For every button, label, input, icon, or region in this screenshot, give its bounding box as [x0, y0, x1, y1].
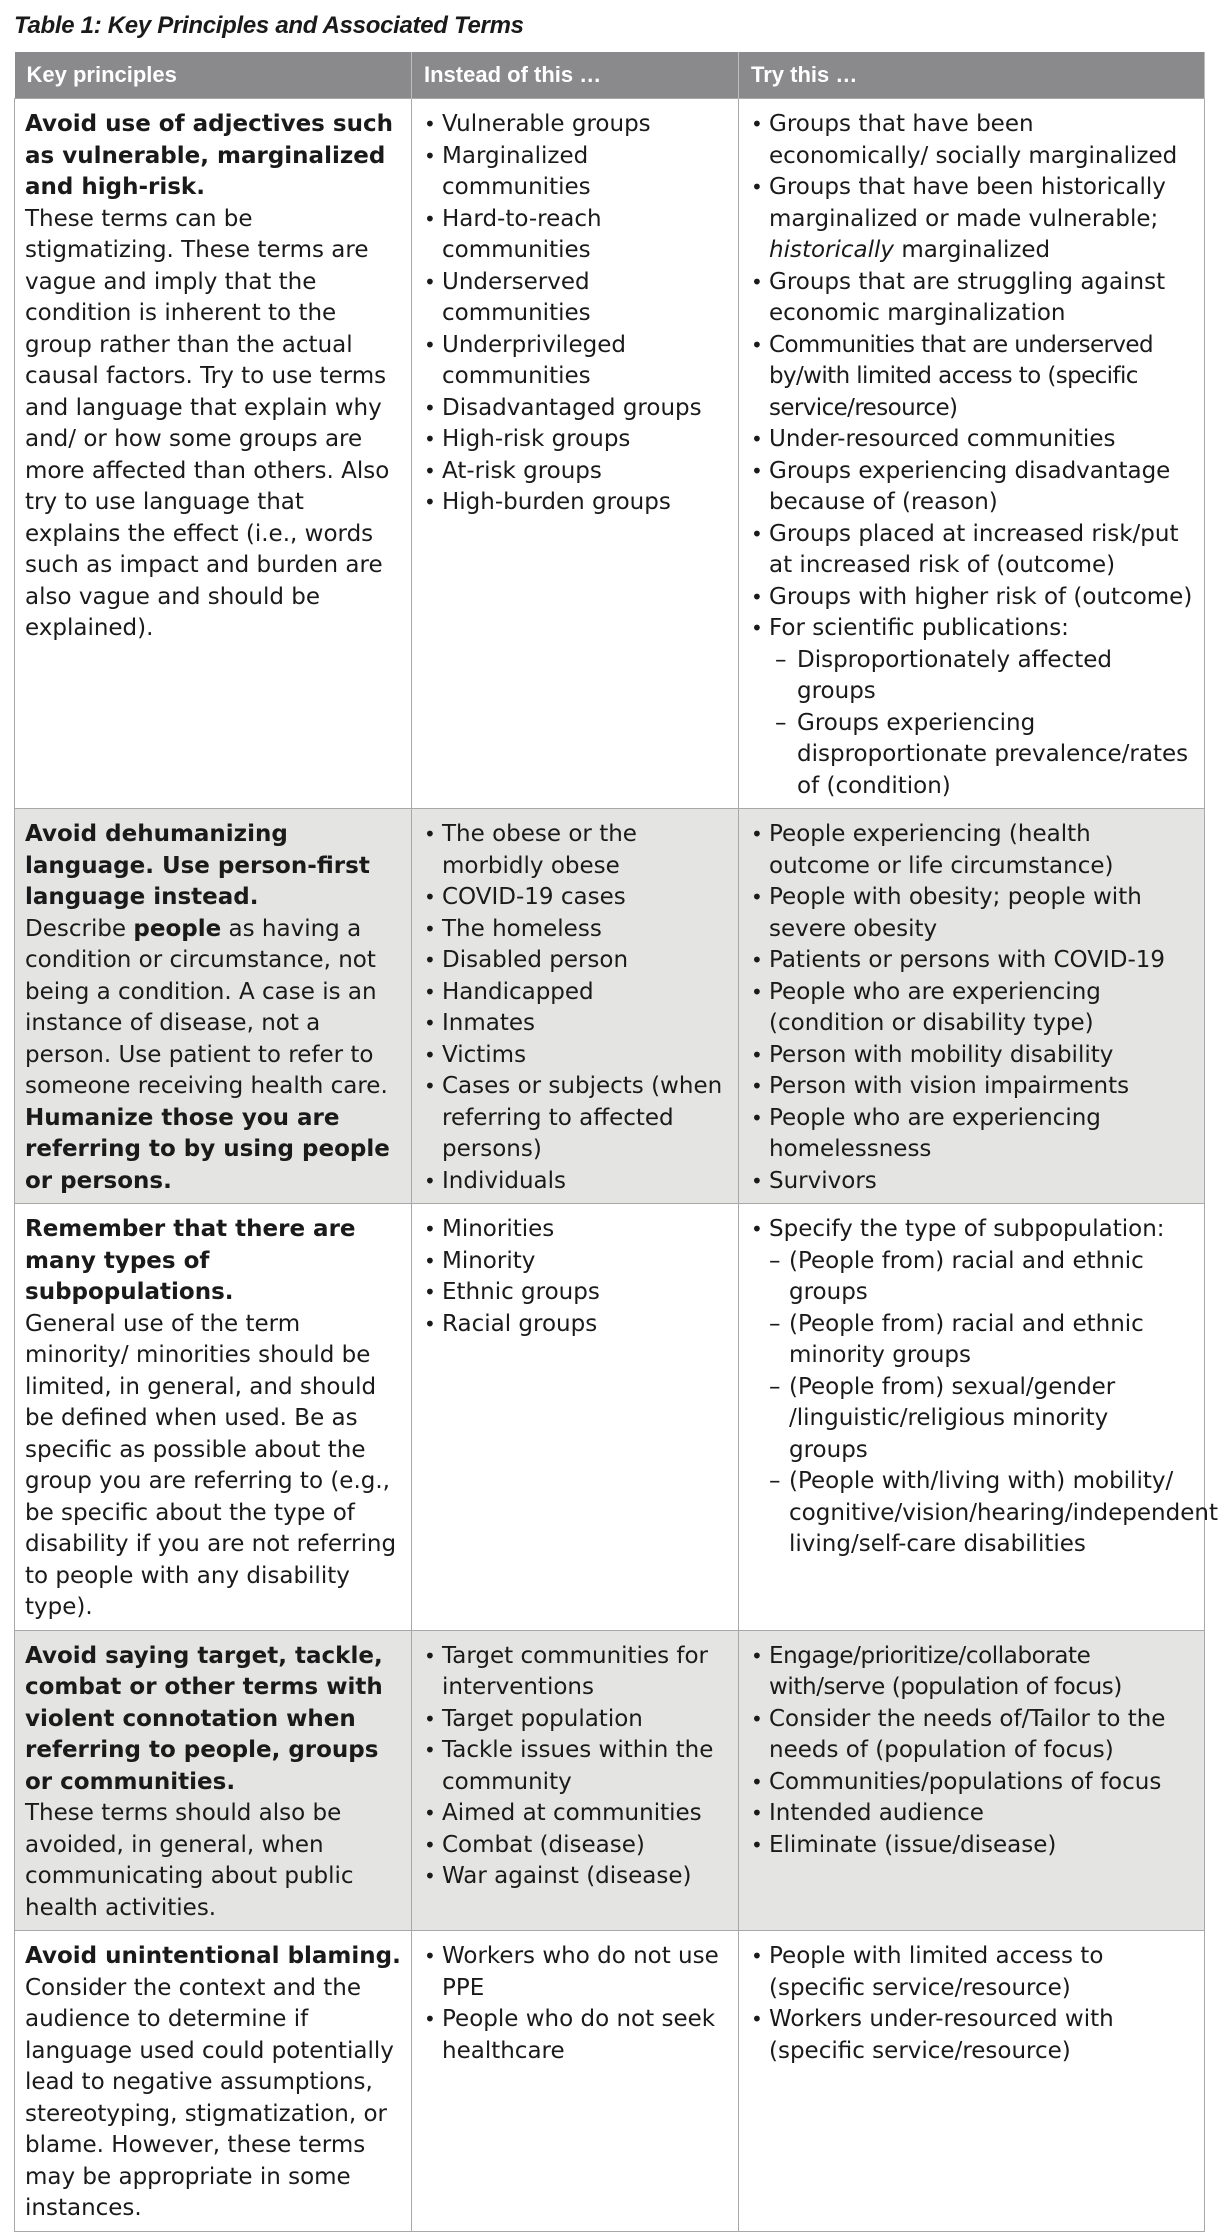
list-item: • Consider the needs of/Tailor to the needs of (population of focus) [749, 1704, 1194, 1767]
header-try-this: Try this … [739, 52, 1205, 99]
principle-title: Avoid use of adjectives such as vulnerable, marginalized and high-risk. [25, 111, 393, 200]
list-item: • Inmates [422, 1008, 728, 1040]
list-item: • Engage/prioritize/collaborate with/serve (population of focus) [749, 1641, 1194, 1704]
list-item: • Eliminate (issue/disease) [749, 1830, 1194, 1862]
table-row [15, 1204, 1205, 1631]
table-row [15, 1931, 1205, 2232]
list-item: • Survivors [749, 1166, 1194, 1198]
principles-table [14, 52, 1218, 2232]
try-cell [739, 1630, 1205, 1931]
list-item: • Tackle issues within the community [422, 1735, 728, 1798]
list-item-text: Specify the type of subpopulation: [769, 1216, 1165, 1242]
sub-list-item: – Groups experiencing disproportionate prevalence/rates of (condition) [775, 708, 1194, 803]
principle-cell [15, 1630, 412, 1931]
instead-cell [412, 1204, 739, 1631]
list-item: • Person with mobility disability [749, 1040, 1194, 1072]
list-item: • The obese or the morbidly obese [422, 819, 728, 882]
list-item: • Workers who do not use PPE [422, 1941, 728, 2004]
list-item: • Victims [422, 1040, 728, 1072]
list-item: • Groups that are struggling against economic marginalization [749, 267, 1194, 330]
list-item: • Racial groups [422, 1309, 728, 1341]
instead-cell [412, 809, 739, 1204]
try-cell [739, 1204, 1218, 1631]
list-item: • Combat (disease) [422, 1830, 728, 1862]
list-item [749, 172, 1194, 267]
list-item: • Disabled person [422, 945, 728, 977]
list-item: • Communities/populations of focus [749, 1767, 1194, 1799]
principle-body: These terms can be stigmatizing. These terms are vague and imply that the condition is inherent to the group rather than the actual causal factors. Try to use terms and language that explain why and/ or how some groups are more affected than others. Also try to use language that explains the effect (i.e., words such as impact and burden are also vague and should be explained). [25, 205, 390, 641]
list-item: • Patients or persons with COVID-19 [749, 945, 1194, 977]
list-item-text: For scientific publications: [769, 615, 1069, 641]
list-item: • People who do not seek healthcare [422, 2004, 728, 2067]
instead-cell [412, 1931, 739, 2232]
list-item: • Marginalized communities [422, 141, 728, 204]
principle-title: Avoid unintentional blaming. [25, 1943, 401, 1969]
header-key-principles: Key principles [15, 52, 412, 99]
table-caption: Table 1: Key Principles and Associated Terms [14, 12, 524, 39]
table-row [15, 809, 1205, 1204]
try-cell [739, 809, 1205, 1204]
list-item: • Underprivileged communities [422, 330, 728, 393]
list-item: • Aimed at communities [422, 1798, 728, 1830]
list-item: • Workers under-resourced with (specific service/resource) [749, 2004, 1194, 2067]
sub-list-item: – (People with/living with) mobility/ cognitive/vision/hearing/independent living/self-care disabilities [769, 1466, 1194, 1561]
list-item: • Target population [422, 1704, 728, 1736]
italic-emphasis: historically [769, 237, 895, 263]
principle-body-text: as having a condition or circumstance, not being a condition. A case is an instance of disease, not a person. Use patient to refer to someone receiving health care. [25, 915, 388, 1099]
list-item: • Target communities for interventions [422, 1641, 728, 1704]
principle-cell [15, 809, 412, 1204]
list-item: • Individuals [422, 1166, 728, 1198]
list-item: • Intended audience [749, 1798, 1194, 1830]
list-item: • Cases or subjects (when referring to affected persons) [422, 1071, 728, 1166]
list-item: • Handicapped [422, 977, 728, 1009]
list-item: • War against (disease) [422, 1861, 728, 1893]
list-item: • Ethnic groups [422, 1277, 728, 1309]
list-item: • Communities that are underserved by/with limited access to (specific service/resource) [749, 330, 1194, 425]
try-cell [739, 99, 1205, 809]
list-item: • People who are experiencing homelessness [749, 1103, 1194, 1166]
principle-body-text: Describe [25, 915, 134, 942]
principle-body: General use of the term minority/ minorities should be limited, in general, and should be defined when used. Be as specific as possible about the group you are referring to (e.g., be specific about the type of disability if you are not referring to people with any disability type). [25, 1310, 397, 1620]
sub-list-item: – (People from) sexual/gender /linguistic/religious minority groups [769, 1372, 1194, 1467]
list-item: • Person with vision impairments [749, 1071, 1194, 1103]
list-item: • Under-resourced communities [749, 424, 1194, 456]
list-item: • People with obesity; people with severe obesity [749, 882, 1194, 945]
principle-title: Avoid dehumanizing language. Use person-first language instead. [25, 821, 370, 910]
table-header-row [15, 52, 1205, 99]
try-cell [739, 1931, 1205, 2232]
table-row [15, 99, 1205, 809]
list-item: • COVID-19 cases [422, 882, 728, 914]
list-item: • Minority [422, 1246, 728, 1278]
list-item: • Groups with higher risk of (outcome) [749, 582, 1194, 614]
list-item: • People who are experiencing (condition or disability type) [749, 977, 1194, 1040]
table-row [15, 1630, 1205, 1931]
list-item: • People with limited access to (specific service/resource) [749, 1941, 1194, 2004]
instead-cell [412, 1630, 739, 1931]
sub-list-item: – (People from) racial and ethnic groups [769, 1246, 1194, 1309]
list-item: • People experiencing (health outcome or life circumstance) [749, 819, 1194, 882]
principle-cell [15, 99, 412, 809]
principle-cell [15, 1931, 412, 2232]
header-instead-of-this: Instead of this … [412, 52, 739, 99]
list-item: • At-risk groups [422, 456, 728, 488]
principle-body-bold: people [133, 915, 222, 942]
principle-body: Consider the context and the audience to determine if language used could potentially lead to negative assumptions, stereotyping, stigmatization, or blame. However, these terms may be appropriate in some instances. [25, 1974, 394, 2221]
principle-body-bold: Humanize those you are referring to by using people or persons. [25, 1104, 390, 1194]
sub-list-item: – Disproportionately affected groups [775, 645, 1194, 708]
list-item: • Hard-to-reach communities [422, 204, 728, 267]
list-item-text: marginalized [894, 237, 1051, 263]
list-item: • Vulnerable groups [422, 109, 728, 141]
instead-cell [412, 99, 739, 809]
list-item: • High-risk groups [422, 424, 728, 456]
principle-title: Remember that there are many types of subpopulations. [25, 1216, 356, 1305]
principle-cell [15, 1204, 412, 1631]
principle-title: Avoid saying target, tackle, combat or other terms with violent connotation when referring to people, groups or communities. [25, 1642, 383, 1795]
principle-body: These terms should also be avoided, in general, when communicating about public health activities. [25, 1800, 354, 1921]
list-item: • Minorities [422, 1214, 728, 1246]
list-item-text: Groups that have been historically marginalized or made vulnerable; [769, 174, 1166, 232]
list-item: • Underserved communities [422, 267, 728, 330]
list-item: • Groups that have been economically/ socially marginalized [749, 109, 1194, 172]
list-item: • Disadvantaged groups [422, 393, 728, 425]
list-item [749, 1214, 1218, 1561]
sub-list-item: – (People from) racial and ethnic minority groups [769, 1309, 1194, 1372]
list-item: • High-burden groups [422, 487, 728, 519]
list-item: • Groups placed at increased risk/put at increased risk of (outcome) [749, 519, 1194, 582]
list-item: • The homeless [422, 914, 728, 946]
principle-body [25, 914, 401, 1198]
list-item [749, 613, 1194, 802]
list-item: • Groups experiencing disadvantage because of (reason) [749, 456, 1194, 519]
